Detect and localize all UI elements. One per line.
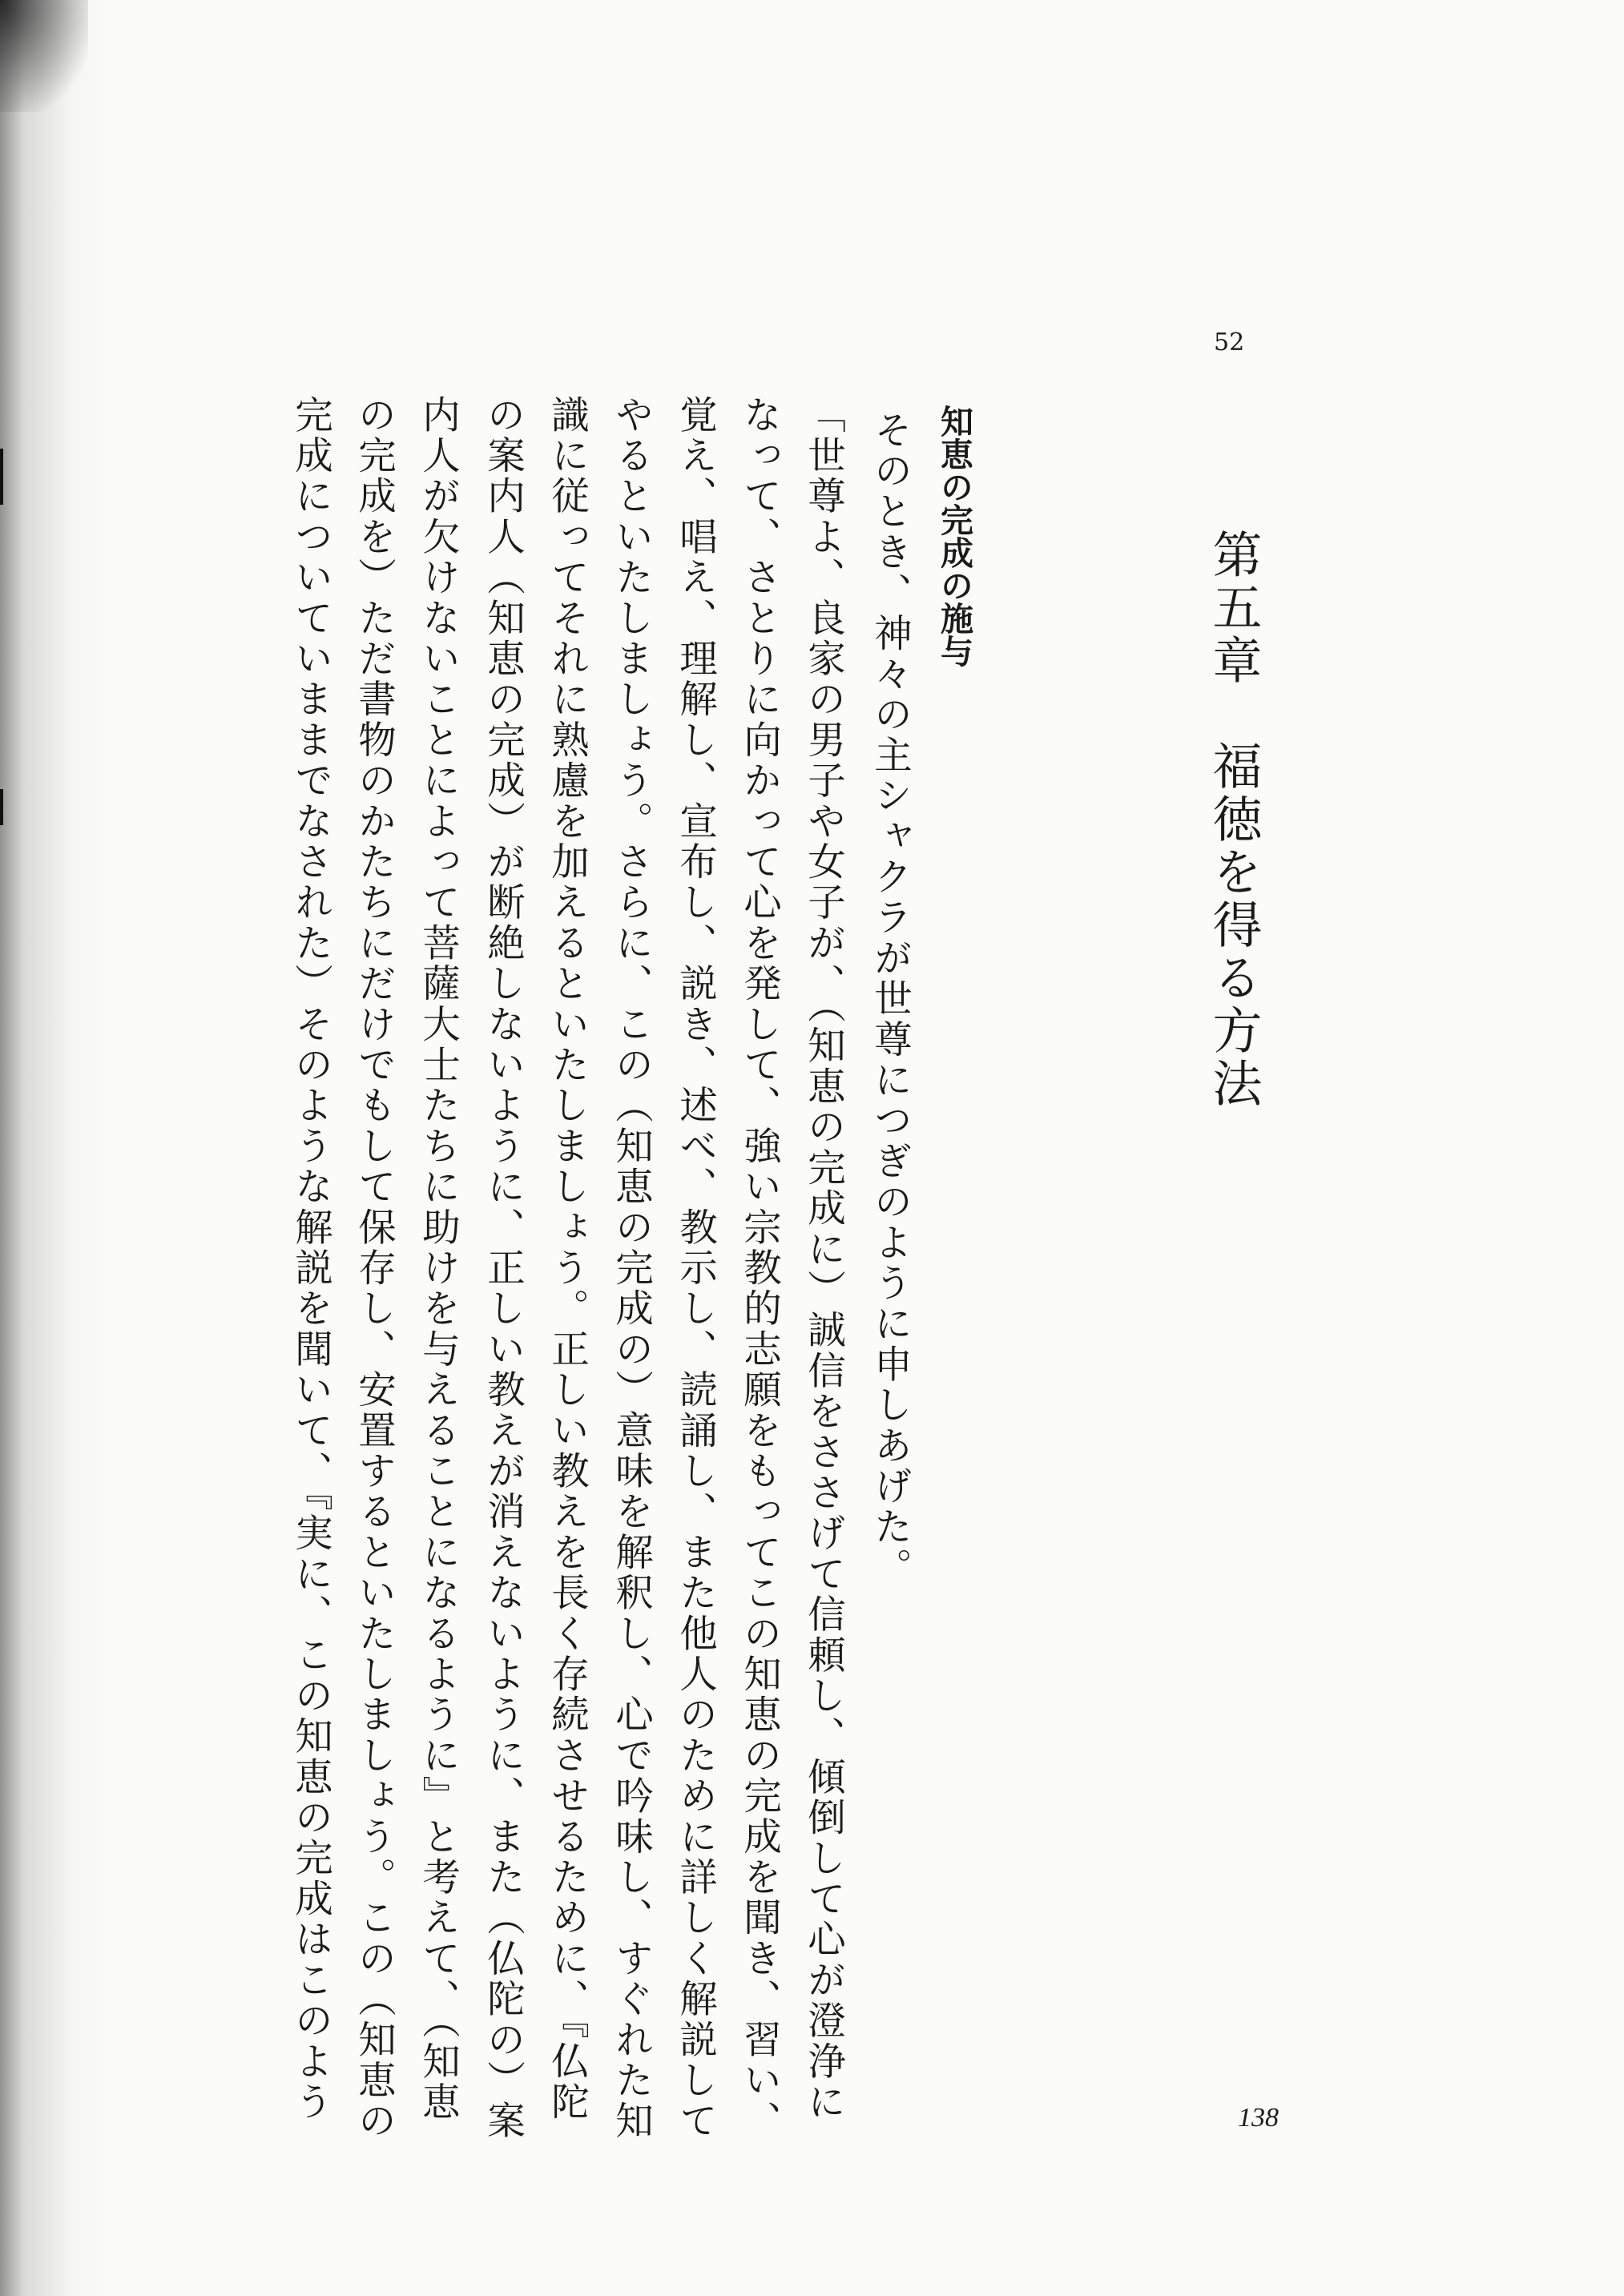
body-line: 識に従ってそれに熟慮を加えるといたしましょう。正しい教えを長く存続させるために、『仏陀 (544, 395, 589, 2123)
page-number-top: 52 (1214, 328, 1245, 356)
spine-mark (0, 449, 3, 505)
body-line: 完成についていままでなされた）そのような解説を聞いて、『実に、この知恵の完成はこのよう (288, 395, 332, 2123)
body-line: やるといたしましょう。さらに、この（知恵の完成の）意味を解釈し、心で吟味し、すぐれた知 (608, 395, 653, 2142)
body-line: なって、さとりに向かって心を発して、強い宗教的志願をもってこの知恵の完成を聞き、習い、 (736, 395, 781, 2142)
chapter-title: 第五章 福徳を得る方法 (1204, 529, 1263, 1110)
scan-shadow (0, 0, 120, 2296)
body-line: の案内人（知恵の完成）が断絶しないように、正しい教えが消えないように、また（仏陀の）案 (480, 395, 525, 2142)
body-line: の完成を）ただ書物のかたちにだけでもして保存し、安置するといたしましょう。この（知恵の (351, 395, 396, 2142)
spine-mark (0, 789, 3, 825)
body-line: そのとき、神々の主シャクラが世尊につぎのように申しあげた。 (867, 410, 912, 1589)
body-line: 内人が欠けないことによって菩薩大士たちに助けを与えることになるように』と考えて、（知恵 (415, 395, 460, 2123)
body-line: 覚え、唱え、理解し、宣布し、説き、述べ、教示し、読誦し、また他人のために詳しく解説して (672, 395, 717, 2142)
scan-corner-shadow (0, 0, 88, 112)
body-line: 「世尊よ、良家の男子や女子が、（知恵の完成に）誠信をささげて信頼し、傾倒して心が澄浄に (800, 395, 845, 2123)
page-number-bottom: 138 (1238, 2103, 1279, 2133)
section-heading: 知恵の完成の施与 (935, 405, 973, 667)
